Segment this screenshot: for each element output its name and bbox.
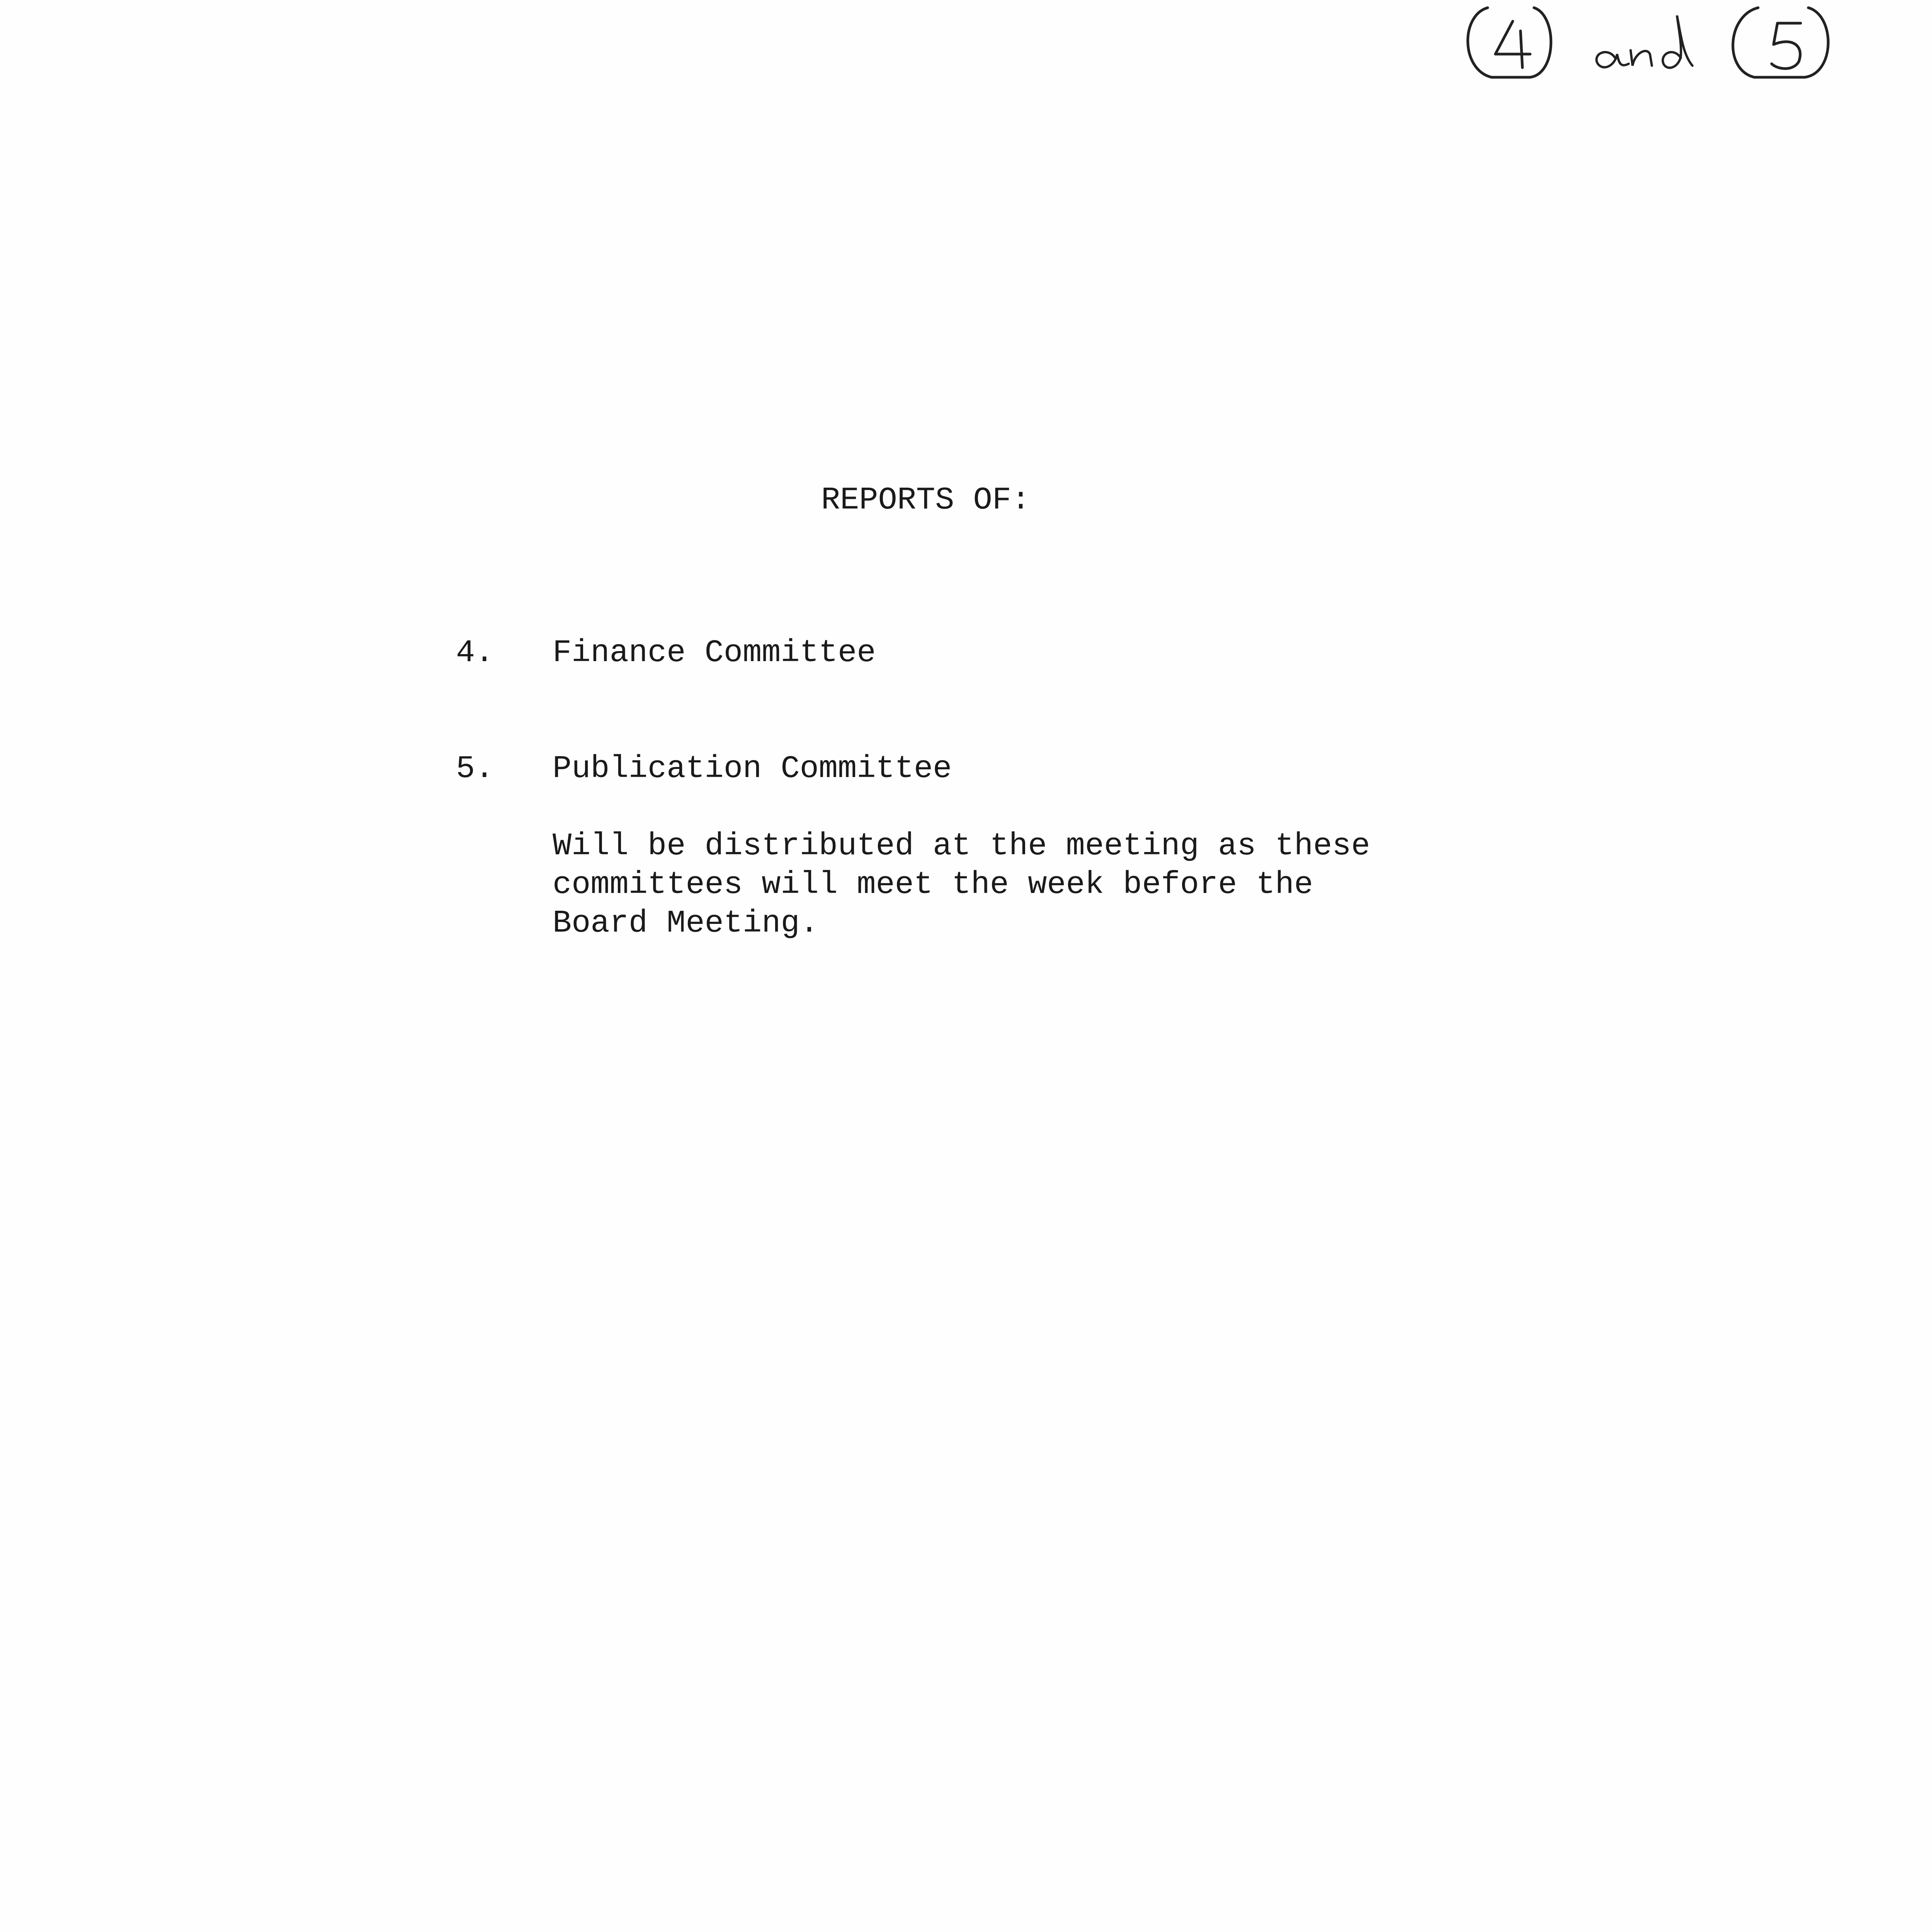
item-number: 4. xyxy=(456,635,494,671)
note-line: Will be distributed at the meeting as these xyxy=(553,828,1370,864)
handwritten-annotation xyxy=(1445,0,1901,85)
item-number: 5. xyxy=(456,751,494,787)
note-line: committees will meet the week before the xyxy=(553,867,1313,903)
note-line: Board Meeting. xyxy=(553,905,819,941)
distribution-note xyxy=(553,827,1403,943)
item-label-finance: Finance Committee xyxy=(553,635,876,671)
item-label-publication: Publication Committee xyxy=(553,751,952,787)
page-heading: REPORTS OF: xyxy=(821,482,1031,518)
